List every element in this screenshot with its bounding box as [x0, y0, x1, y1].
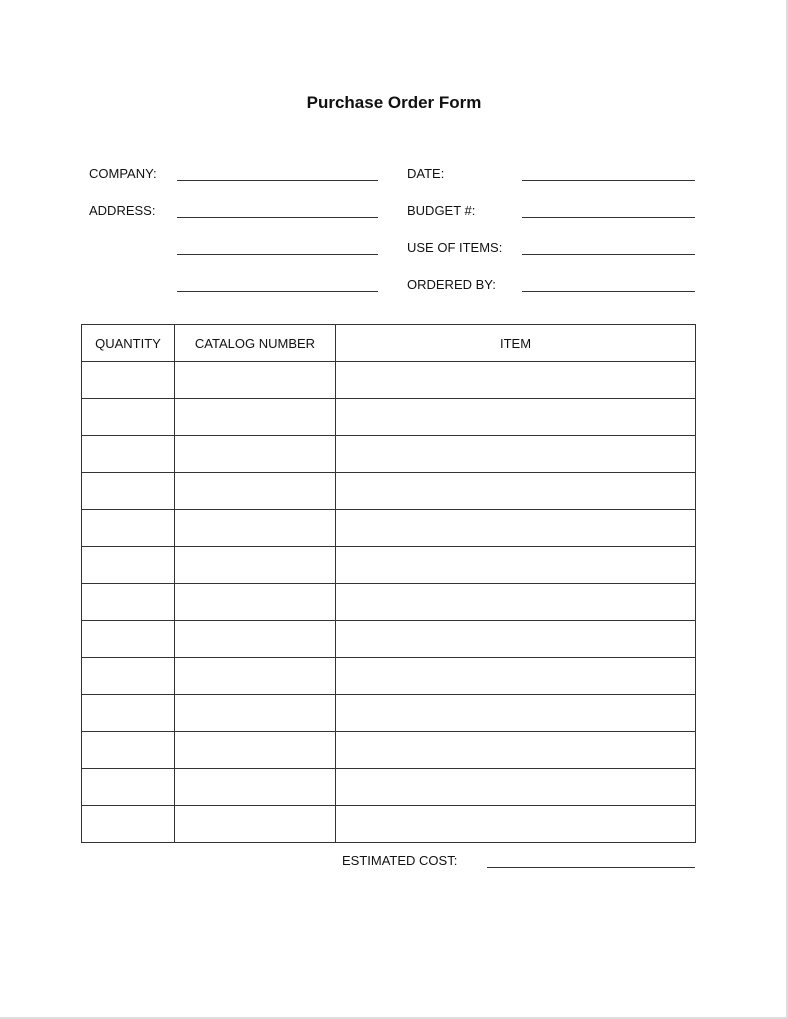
use-of-items-label: USE OF ITEMS: [407, 240, 503, 255]
ordered-by-label: ORDERED BY: [407, 277, 496, 292]
table-row [82, 510, 696, 547]
item-cell[interactable] [336, 769, 696, 806]
quantity-cell[interactable] [82, 695, 175, 732]
quantity-cell[interactable] [82, 362, 175, 399]
item-cell[interactable] [336, 621, 696, 658]
date-field[interactable] [522, 180, 695, 181]
table-row [82, 658, 696, 695]
table-row [82, 584, 696, 621]
catalog-number-cell[interactable] [175, 769, 336, 806]
table-row [82, 362, 696, 399]
use-of-items-field[interactable] [522, 254, 695, 255]
quantity-cell[interactable] [82, 584, 175, 621]
quantity-cell[interactable] [82, 621, 175, 658]
catalog-number-cell[interactable] [175, 695, 336, 732]
table-row [82, 436, 696, 473]
quantity-cell[interactable] [82, 510, 175, 547]
catalog-number-cell[interactable] [175, 399, 336, 436]
item-cell[interactable] [336, 732, 696, 769]
header-catalog-number: CATALOG NUMBER [175, 325, 336, 362]
item-cell[interactable] [336, 584, 696, 621]
catalog-number-cell[interactable] [175, 658, 336, 695]
company-label: COMPANY: [89, 166, 157, 181]
catalog-number-cell[interactable] [175, 547, 336, 584]
quantity-cell[interactable] [82, 769, 175, 806]
address-label: ADDRESS: [89, 203, 156, 218]
table-row [82, 695, 696, 732]
item-cell[interactable] [336, 547, 696, 584]
quantity-cell[interactable] [82, 658, 175, 695]
table-header-row [82, 325, 696, 362]
table-row [82, 547, 696, 584]
item-cell[interactable] [336, 510, 696, 547]
table-row [82, 732, 696, 769]
catalog-number-cell[interactable] [175, 732, 336, 769]
catalog-number-cell[interactable] [175, 621, 336, 658]
estimated-cost-field[interactable] [487, 867, 695, 868]
table-row [82, 399, 696, 436]
catalog-number-cell[interactable] [175, 584, 336, 621]
table-row [82, 806, 696, 843]
header-quantity: QUANTITY [82, 325, 175, 362]
item-cell[interactable] [336, 436, 696, 473]
item-cell[interactable] [336, 362, 696, 399]
item-cell[interactable] [336, 695, 696, 732]
page-title: Purchase Order Form [306, 93, 482, 112]
quantity-cell[interactable] [82, 732, 175, 769]
address-field-line-3[interactable] [177, 291, 378, 292]
header-item: ITEM [336, 325, 696, 362]
address-field-line-2[interactable] [177, 254, 378, 255]
item-cell[interactable] [336, 473, 696, 510]
ordered-by-field[interactable] [522, 291, 695, 292]
budget-field[interactable] [522, 217, 695, 218]
catalog-number-cell[interactable] [175, 806, 336, 843]
table-body [82, 362, 696, 843]
catalog-number-cell[interactable] [175, 436, 336, 473]
quantity-cell[interactable] [82, 436, 175, 473]
quantity-cell[interactable] [82, 473, 175, 510]
estimated-cost-label: ESTIMATED COST: [342, 853, 458, 868]
table-row [82, 769, 696, 806]
catalog-number-cell[interactable] [175, 510, 336, 547]
date-label: DATE: [407, 166, 445, 181]
quantity-cell[interactable] [82, 399, 175, 436]
quantity-cell[interactable] [82, 806, 175, 843]
catalog-number-cell[interactable] [175, 473, 336, 510]
order-items-table [81, 324, 696, 843]
address-field-line-1[interactable] [177, 217, 378, 218]
budget-label: BUDGET #: [407, 203, 476, 218]
item-cell[interactable] [336, 658, 696, 695]
item-cell[interactable] [336, 806, 696, 843]
catalog-number-cell[interactable] [175, 362, 336, 399]
quantity-cell[interactable] [82, 547, 175, 584]
table-row [82, 473, 696, 510]
table-row [82, 621, 696, 658]
company-field[interactable] [177, 180, 378, 181]
item-cell[interactable] [336, 399, 696, 436]
